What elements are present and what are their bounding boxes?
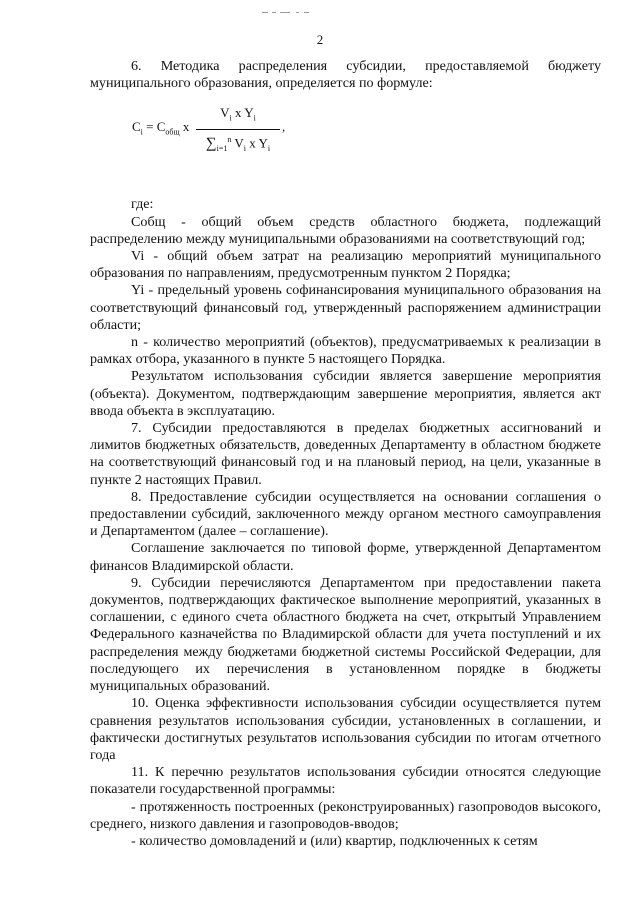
document-body [90,58,601,850]
formula-numerator: $V_i$ x $Y_i$ [220,105,256,123]
formula-denominator: $\sum_{i=1}^n$ $V_i$ x $Y_i$ [205,135,271,154]
where-label: где: [131,196,154,213]
page-number: 2 [316,32,324,47]
definition-sobsh: Собщ - общий объем средств областного бюджета, подлежащий распределению между муниципальными образованиями на соответствующий год; [90,213,601,247]
fraction-bar [196,129,280,130]
paragraph-10: 10. Оценка эффективности использования субсидии осуществляется путем сравнения результатов использования субсидии, установленных в соглашении, и фактически достигнутых результатов использования субсидии по итогам отчетного года [90,695,601,763]
definition-vi: Vi - общий объем затрат на реализацию мероприятий муниципального образования по направлениям, предусмотренным пунктом 2 Порядка; [90,248,601,282]
paragraph-6: 6. Методика распределения субсидии, предоставляемой бюджету муниципального образования, определяется по формуле: [90,58,601,92]
formula-comma: , [282,119,286,135]
formula-lhs: $C_i = C_{общ}$ x [132,119,190,137]
indicator-pipelines: - протяженность построенных (реконструированных) газопроводов высокого, среднего, низкого давления и газопроводов-вводов; [90,798,601,832]
definition-n: n - количество мероприятий (объектов), предусматриваемых к реализации в рамках отбора, указанного в пункте 5 настоящего Порядка. [90,334,601,368]
paragraph-11: 11. К перечню результатов использования субсидии относятся следующие показатели государственной программы: [90,764,601,798]
paragraph-7: 7. Субсидии предоставляются в пределах бюджетных ассигнований и лимитов бюджетных обязательств, доведенных Департаменту в областном бюджете на соответствующий финансовый год и на плановый период, на цели, указанные в пункте 2 настоящих Правил. [90,420,601,488]
distribution-formula [90,104,601,160]
paragraph-agreement: Соглашение заключается по типовой форме, утвержденной Департаментом финансов Владимирской области. [90,540,601,574]
scan-artifact [262,8,342,18]
formula-fraction [196,104,280,157]
paragraph-9: 9. Субсидии перечисляются Департаментом при предоставлении пакета документов, подтверждающих фактическое выполнение мероприятий, указанных в соглашении, с единого счета областного бюджета на счет, открытый Управлением Федерального казначейства по Владимирской области для учета поступлений и их распределения между бюджетами бюджетной системы Российской Федерации, для последующего их перечисления в установленном порядке в бюджеты муниципальных образований. [90,574,601,695]
definition-yi: Yi - предельный уровень софинансирования муниципального образования на соответствующий финансовый год, утвержденный распоряжением администрации области; [90,282,601,333]
paragraph-8: 8. Предоставление субсидии осуществляется на основании соглашения о предоставлении субсидий, заключенного между органом местного самоуправления и Департаментом (далее – соглашение). [90,488,601,540]
indicator-households: - количество домовладений и (или) квартир, подключенных к сетям [131,832,538,849]
paragraph-result: Результатом использования субсидии является завершение мероприятия (объекта). Документом, подтверждающим завершение мероприятия, является акт ввода объекта в эксплуатацию. [90,368,601,419]
